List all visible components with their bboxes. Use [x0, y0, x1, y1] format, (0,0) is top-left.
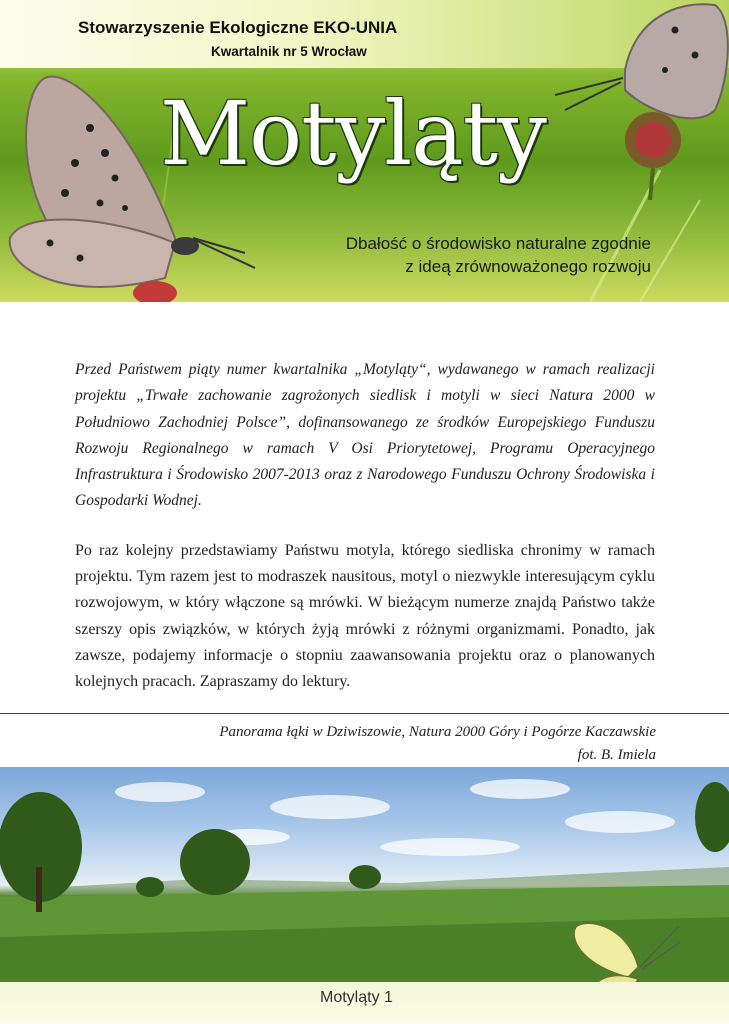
right-butterfly-image	[525, 0, 729, 200]
organization-name: Stowarzyszenie Ekologiczne EKO-UNIA	[78, 18, 398, 37]
photo-caption-block	[219, 721, 656, 767]
tagline-line-2: z ideą zrównoważonego rozwoju	[405, 257, 651, 276]
photo-credit: fot. B. Imiela	[577, 747, 656, 763]
meadow-panorama-image	[0, 767, 729, 982]
header-banner	[0, 0, 729, 302]
magazine-title: Motyląty	[160, 82, 546, 185]
page-number-label: Motyląty 1	[320, 989, 393, 1006]
photo-caption: Panorama łąki w Dziwiszowie, Natura 2000 Góry i Pogórze Kaczawskie	[219, 724, 656, 740]
butterfly-sketch-icon	[568, 917, 688, 982]
body-paragraph: Po raz kolejny przedstawiamy Państwu motyla, którego siedliska chronimy w ramach projektu. Tym razem jest to modraszek nausitous, motyl o niezwykle interesującym cyklu rozwojowym, w który włączone są mrówki. W bieżącym numerze znajdą Państwo także szerszy opis związków, w których żyją mrówki z różnymi organizmami. Ponadto, jak zawsze, podajemy informacje o stopniu zaawansowania projektu oraz o planowanych kolejnych pracach. Zapraszamy do lektury.	[75, 542, 655, 691]
section-divider	[0, 713, 729, 714]
issue-info: Kwartalnik nr 5 Wrocław	[211, 44, 367, 59]
intro-paragraph: Przed Państwem piąty numer kwartalnika „Motyląty“, wydawanego w ramach realizacji projektu „Trwałe zachowanie zagrożonych siedlisk i motyli w sieci Natura 2000 w Południowo Zachodniej Polsce”, dofinansowanego ze środków Europejskiego Funduszu Rozwoju Regionalnego w ramach V Osi Priorytetowej, Programu Operacyjnego Infrastruktura i Środowisko 2007-2013 oraz z Narodowego Funduszu Ochrony Środowiska i Gospodarki Wodnej.	[75, 361, 655, 510]
tagline	[346, 232, 651, 278]
tagline-line-1: Dbałość o środowisko naturalne zgodnie	[345, 234, 651, 253]
